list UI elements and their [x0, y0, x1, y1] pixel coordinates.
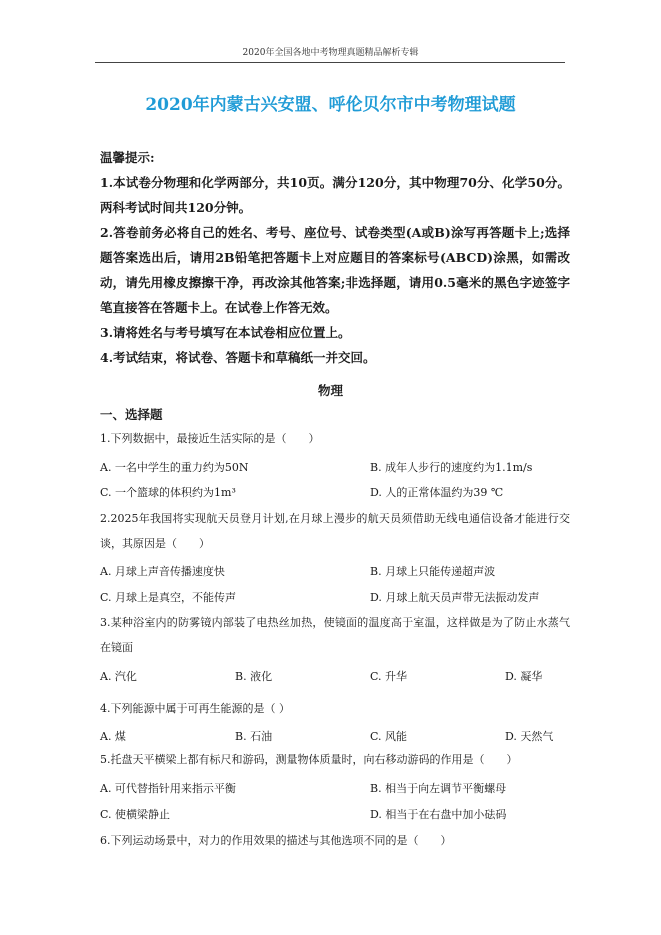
tip-item: 3.请将姓名与考号填写在本试卷相应位置上。 — [100, 325, 351, 340]
option-b: B. 月球上只能传递超声波 — [370, 565, 496, 578]
option-d: D. 天然气 — [505, 730, 554, 743]
option-a: A. 汽化 — [100, 670, 137, 683]
option-c: C. 一个篮球的体积约为1m³ — [100, 486, 236, 499]
option-c: C. 升华 — [370, 670, 408, 683]
option-d: D. 相当于在右盘中加小砝码 — [370, 808, 507, 821]
tip-item: 4.考试结束，将试卷、答题卡和草稿纸一并交回。 — [100, 350, 376, 365]
option-d: D. 凝华 — [505, 670, 543, 683]
tip-item: 2.答卷前务必将自己的姓名、考号、座位号、试卷类型(A或B)涂写再答题卡上;选择题答案选出后，请用2B铅笔把答题卡上对应题目的答案标号(ABCD)涂黑，如需改动，请先用橡皮擦擦干净，再改涂其他答案;非选择题，请用0.5毫米的黑色字迹签字笔直接答在答题卡上。在试卷上作答无效。 — [100, 225, 570, 315]
option-d: D. 月球上航天员声带无法振动发声 — [370, 591, 540, 604]
question-stem: 3.某种浴室内的防雾镜内部装了电热丝加热，使镜面的温度高于室温，这样做是为了防止水蒸气在镜面 — [100, 616, 570, 654]
part-title: 一、选择题 — [100, 407, 163, 422]
option-a: A. 可代替指针用来指示平衡 — [100, 782, 236, 795]
section-title: 物理 — [317, 383, 343, 398]
question-stem: 4.下列能源中属于可再生能源的是（ ） — [100, 702, 290, 715]
option-a: A. 煤 — [100, 730, 126, 743]
document-title: 2020年内蒙古兴安盟、呼伦贝尔市中考物理试题 — [145, 95, 516, 115]
question-stem: 6.下列运动场景中，对力的作用效果的描述与其他选项不同的是（ ） — [100, 834, 452, 847]
option-c: C. 使横梁静止 — [100, 808, 171, 821]
tips-block — [100, 170, 570, 370]
option-b: B. 液化 — [235, 670, 273, 683]
option-b: B. 成年人步行的速度约为1.1m/s — [370, 461, 533, 474]
option-c: C. 风能 — [370, 730, 408, 743]
header-divider — [95, 62, 565, 63]
tip-item: 1.本试卷分物理和化学两部分，共10页。满分120分，其中物理70分、化学50分。两科考试时间共120分钟。 — [100, 175, 570, 215]
question-stem: 5.托盘天平横梁上都有标尺和游码，测量物体质量时，向右移动游码的作用是（ ） — [100, 753, 518, 766]
tips-heading: 温馨提示: — [100, 150, 155, 165]
option-a: A. 一名中学生的重力约为50N — [100, 461, 249, 474]
option-d: D. 人的正常体温约为39 ℃ — [370, 486, 504, 499]
option-b: B. 相当于向左调节平衡螺母 — [370, 782, 507, 795]
option-a: A. 月球上声音传播速度快 — [100, 565, 225, 578]
running-header: 2020年全国各地中考物理真题精品解析专辑 — [242, 48, 419, 58]
question-stem: 2.2025年我国将实现航天员登月计划,在月球上漫步的航天员须借助无线电通信设备才能进行交谈，其原因是（ ） — [100, 512, 570, 550]
question-stem: 1.下列数据中，最接近生活实际的是（ ） — [100, 432, 320, 445]
option-b: B. 石油 — [235, 730, 273, 743]
option-c: C. 月球上是真空，不能传声 — [100, 591, 237, 604]
